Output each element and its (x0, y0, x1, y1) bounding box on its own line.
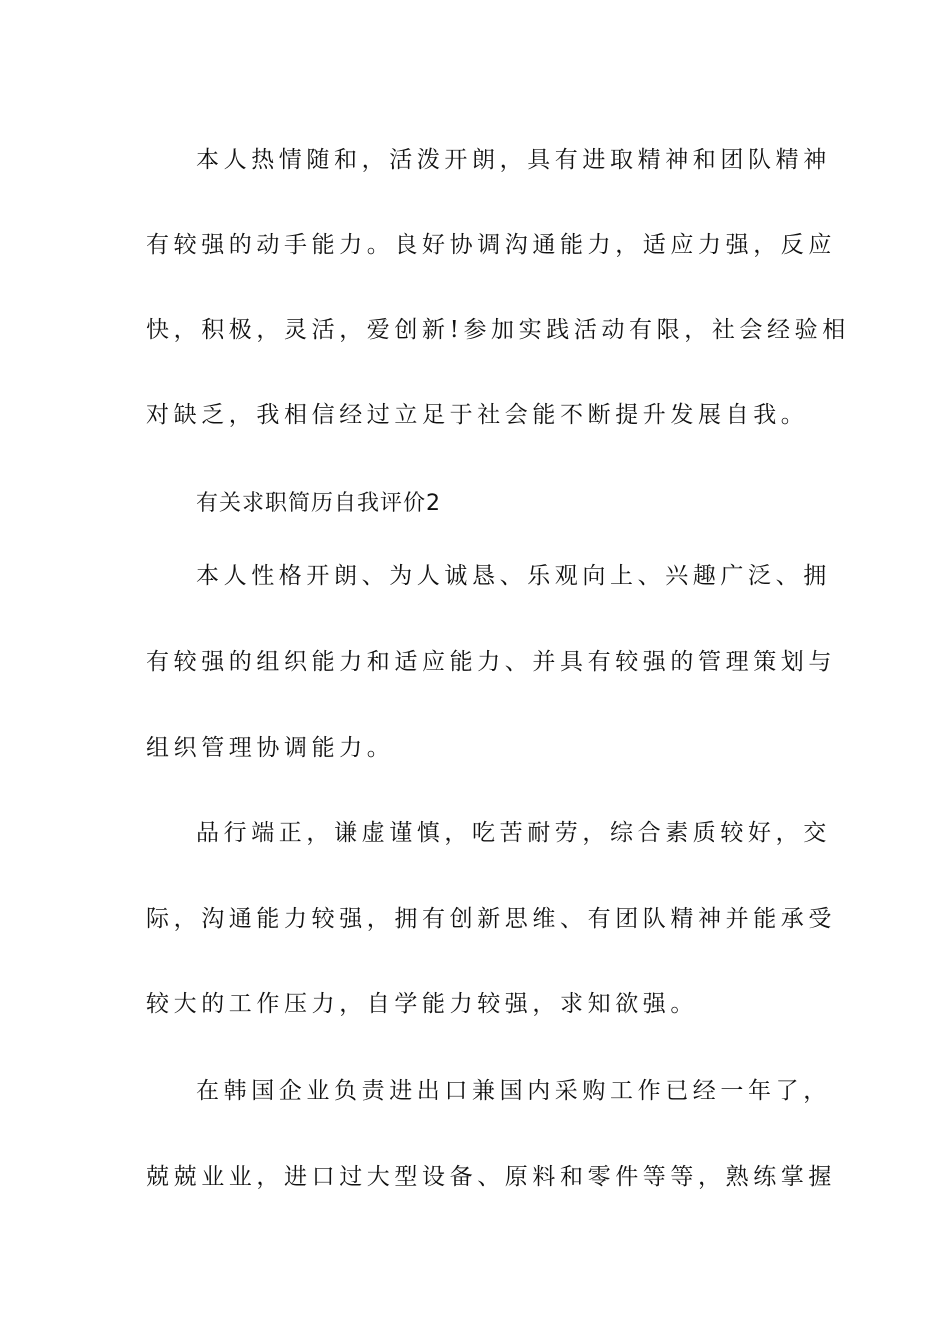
paragraph-1-line-2: 有较强的动手能力。良好协调沟通能力，适应力强，反应 (146, 232, 836, 258)
section-heading: 有关求职简历自我评价2 (196, 491, 441, 516)
paragraph-2-line-2: 有较强的组织能力和适应能力、并具有较强的管理策划与 (146, 649, 836, 675)
paragraph-1-line-1: 本人热情随和，活泼开朗，具有进取精神和团队精神 (196, 147, 831, 173)
paragraph-4-line-2: 兢兢业业，进口过大型设备、原料和零件等等，熟练掌握 (146, 1164, 836, 1190)
paragraph-4-line-1: 在韩国企业负责进出口兼国内采购工作已经一年了， (196, 1078, 831, 1104)
paragraph-2-line-3: 组织管理协调能力。 (146, 735, 395, 761)
paragraph-1-line-3: 快，积极，灵活，爱创新!参加实践活动有限，社会经验相 (146, 317, 850, 343)
paragraph-3-line-2: 际，沟通能力较强，拥有创新思维、有团队精神并能承受 (146, 906, 836, 932)
paragraph-1-line-4: 对缺乏，我相信经过立足于社会能不断提升发展自我。 (146, 402, 809, 428)
paragraph-3-line-1: 品行端正，谦虚谨慎，吃苦耐劳，综合素质较好，交 (196, 820, 831, 846)
paragraph-3-line-3: 较大的工作压力，自学能力较强，求知欲强。 (146, 991, 698, 1017)
paragraph-2-line-1: 本人性格开朗、为人诚恳、乐观向上、兴趣广泛、拥 (196, 563, 831, 589)
